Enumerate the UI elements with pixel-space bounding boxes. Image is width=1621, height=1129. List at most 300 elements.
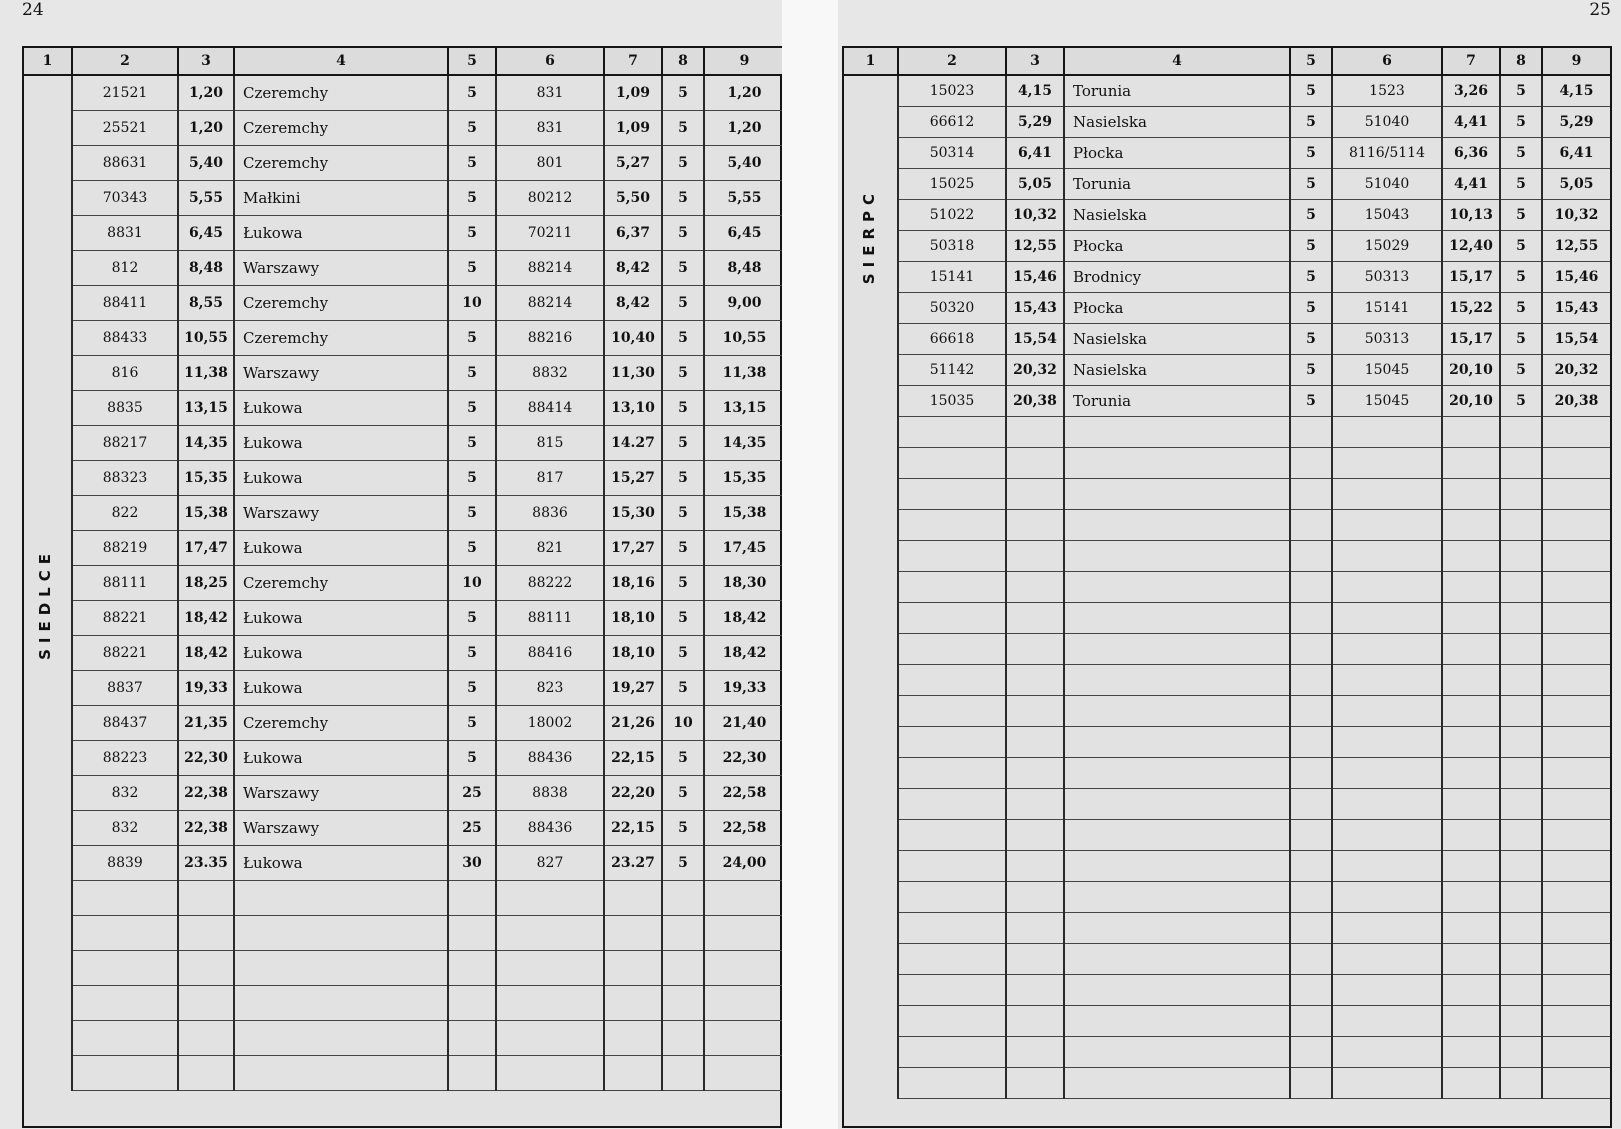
cell-col-4	[1064, 448, 1290, 479]
table-row	[24, 951, 784, 986]
cell-col-6: 831	[496, 75, 604, 111]
cell-col-7: 4,41	[1442, 169, 1500, 200]
cell-col-8	[662, 1021, 704, 1056]
cell-col-3: 15,54	[1006, 324, 1064, 355]
table-row	[24, 251, 784, 286]
cell-col-2: 88631	[72, 146, 178, 181]
cell-col-4: Łukowa	[234, 426, 448, 461]
station-column-cell	[24, 1021, 72, 1056]
cell-col-9: 9,00	[704, 286, 784, 321]
cell-col-5: 10	[448, 566, 496, 601]
station-column-cell	[844, 572, 898, 603]
station-column-cell	[24, 111, 72, 146]
cell-col-3	[178, 951, 234, 986]
cell-col-7: 22,15	[604, 741, 662, 776]
station-column-cell	[24, 75, 72, 111]
cell-col-9: 22,58	[704, 811, 784, 846]
cell-col-3	[1006, 417, 1064, 448]
cell-col-9: 4,15	[1542, 75, 1610, 107]
cell-col-8: 5	[662, 75, 704, 111]
cell-col-6	[1332, 448, 1442, 479]
cell-col-9: 6,41	[1542, 138, 1610, 169]
cell-col-5	[1290, 913, 1332, 944]
header-row	[24, 48, 784, 75]
cell-col-7: 15,22	[1442, 293, 1500, 324]
cell-col-6	[496, 916, 604, 951]
cell-col-5	[1290, 758, 1332, 789]
station-column-cell	[24, 461, 72, 496]
cell-col-5: 5	[1290, 107, 1332, 138]
cell-col-2	[898, 727, 1006, 758]
cell-col-5	[1290, 603, 1332, 634]
cell-col-5	[1290, 944, 1332, 975]
table-row	[24, 741, 784, 776]
cell-col-9: 11,38	[704, 356, 784, 391]
cell-col-9: 12,55	[1542, 231, 1610, 262]
cell-col-9: 15,46	[1542, 262, 1610, 293]
cell-col-2: 88219	[72, 531, 178, 566]
cell-col-4	[1064, 789, 1290, 820]
cell-col-3	[1006, 1037, 1064, 1068]
cell-col-2	[898, 572, 1006, 603]
cell-col-5: 5	[448, 426, 496, 461]
table-row	[844, 820, 1610, 851]
station-column-cell	[844, 107, 898, 138]
table-row	[844, 851, 1610, 882]
cell-col-4: Warszawy	[234, 496, 448, 531]
cell-col-6: 831	[496, 111, 604, 146]
cell-col-4: Płocka	[1064, 293, 1290, 324]
cell-col-5	[1290, 665, 1332, 696]
cell-col-4: Nasielska	[1064, 200, 1290, 231]
cell-col-5: 5	[448, 531, 496, 566]
cell-col-3	[1006, 1068, 1064, 1099]
cell-col-7	[1442, 541, 1500, 572]
cell-col-4: Torunia	[1064, 75, 1290, 107]
cell-col-8	[1500, 820, 1542, 851]
cell-col-4	[1064, 727, 1290, 758]
cell-col-6: 827	[496, 846, 604, 881]
cell-col-2: 8839	[72, 846, 178, 881]
cell-col-3: 18,42	[178, 601, 234, 636]
cell-col-9	[1542, 665, 1610, 696]
cell-col-9	[1542, 758, 1610, 789]
cell-col-9	[704, 881, 784, 916]
cell-col-8: 5	[662, 251, 704, 286]
cell-col-3: 6,45	[178, 216, 234, 251]
cell-col-4: Torunia	[1064, 169, 1290, 200]
station-column-cell	[24, 706, 72, 741]
cell-col-4: Nasielska	[1064, 324, 1290, 355]
table-row	[24, 706, 784, 741]
station-column-cell	[844, 882, 898, 913]
cell-col-2: 816	[72, 356, 178, 391]
cell-col-9	[1542, 1037, 1610, 1068]
cell-col-8: 5	[662, 286, 704, 321]
cell-col-5	[1290, 572, 1332, 603]
cell-col-7: 20,10	[1442, 386, 1500, 417]
station-column-cell	[844, 510, 898, 541]
cell-col-5: 5	[1290, 262, 1332, 293]
cell-col-6: 70211	[496, 216, 604, 251]
cell-col-2: 88223	[72, 741, 178, 776]
cell-col-2	[898, 1068, 1006, 1099]
cell-col-6	[1332, 634, 1442, 665]
cell-col-4	[1064, 882, 1290, 913]
cell-col-6: 8836	[496, 496, 604, 531]
cell-col-2: 15023	[898, 75, 1006, 107]
cell-col-6	[496, 986, 604, 1021]
cell-col-3	[178, 881, 234, 916]
cell-col-4: Nasielska	[1064, 355, 1290, 386]
cell-col-9	[1542, 448, 1610, 479]
cell-col-7: 15,30	[604, 496, 662, 531]
cell-col-4: Czeremchy	[234, 566, 448, 601]
cell-col-8: 5	[662, 671, 704, 706]
table-row	[844, 169, 1610, 200]
cell-col-7: 1,09	[604, 111, 662, 146]
cell-col-3	[1006, 665, 1064, 696]
cell-col-3: 1,20	[178, 111, 234, 146]
cell-col-4: Łukowa	[234, 636, 448, 671]
cell-col-6	[496, 881, 604, 916]
station-column-cell	[24, 1056, 72, 1091]
cell-col-7	[604, 986, 662, 1021]
cell-col-8: 5	[1500, 138, 1542, 169]
cell-col-2: 8835	[72, 391, 178, 426]
cell-col-7	[1442, 1068, 1500, 1099]
cell-col-3	[1006, 696, 1064, 727]
cell-col-4: Warszawy	[234, 356, 448, 391]
cell-col-4	[1064, 758, 1290, 789]
column-header-7: 7	[604, 48, 662, 75]
cell-col-4	[1064, 541, 1290, 572]
cell-col-9	[704, 1056, 784, 1091]
cell-col-7: 18,10	[604, 601, 662, 636]
table-row	[24, 496, 784, 531]
cell-col-5	[1290, 727, 1332, 758]
cell-col-5	[448, 916, 496, 951]
cell-col-4	[234, 1021, 448, 1056]
cell-col-9: 22,58	[704, 776, 784, 811]
cell-col-5: 10	[448, 286, 496, 321]
cell-col-5: 5	[448, 706, 496, 741]
cell-col-5: 5	[448, 741, 496, 776]
cell-col-5: 25	[448, 776, 496, 811]
cell-col-6	[1332, 1006, 1442, 1037]
cell-col-9: 13,15	[704, 391, 784, 426]
station-label-wrap-left	[24, 548, 66, 664]
column-header-2: 2	[898, 48, 1006, 75]
cell-col-3	[178, 1021, 234, 1056]
cell-col-3	[1006, 851, 1064, 882]
cell-col-6: 50313	[1332, 262, 1442, 293]
cell-col-2	[898, 541, 1006, 572]
cell-col-4: Płocka	[1064, 231, 1290, 262]
cell-col-6	[1332, 696, 1442, 727]
cell-col-9: 1,20	[704, 75, 784, 111]
cell-col-8	[1500, 665, 1542, 696]
cell-col-6	[1332, 1068, 1442, 1099]
cell-col-2	[72, 881, 178, 916]
cell-col-7: 23.27	[604, 846, 662, 881]
column-header-6: 6	[1332, 48, 1442, 75]
column-header-1: 1	[24, 48, 72, 75]
table-row	[844, 1006, 1610, 1037]
cell-col-7: 19,27	[604, 671, 662, 706]
cell-col-8	[1500, 789, 1542, 820]
cell-col-6: 51040	[1332, 107, 1442, 138]
cell-col-9: 15,43	[1542, 293, 1610, 324]
cell-col-5: 5	[448, 216, 496, 251]
cell-col-6: 50313	[1332, 324, 1442, 355]
cell-col-9	[1542, 634, 1610, 665]
station-column-cell	[844, 603, 898, 634]
cell-col-7: 15,17	[1442, 262, 1500, 293]
cell-col-4	[1064, 603, 1290, 634]
cell-col-5: 5	[448, 146, 496, 181]
cell-col-2: 88433	[72, 321, 178, 356]
station-name-left: SIEDLCE	[36, 548, 54, 660]
cell-col-3: 13,15	[178, 391, 234, 426]
cell-col-4: Łukowa	[234, 741, 448, 776]
cell-col-7	[604, 1021, 662, 1056]
cell-col-5	[1290, 1006, 1332, 1037]
cell-col-2: 25521	[72, 111, 178, 146]
table-row	[844, 107, 1610, 138]
cell-col-6	[1332, 758, 1442, 789]
cell-col-3: 5,55	[178, 181, 234, 216]
cell-col-9	[1542, 479, 1610, 510]
cell-col-3: 15,35	[178, 461, 234, 496]
cell-col-9	[1542, 882, 1610, 913]
cell-col-8: 5	[662, 566, 704, 601]
cell-col-8	[1500, 975, 1542, 1006]
cell-col-2	[898, 665, 1006, 696]
cell-col-4: Czeremchy	[234, 146, 448, 181]
cell-col-8: 5	[662, 741, 704, 776]
cell-col-5: 5	[448, 75, 496, 111]
cell-col-7: 3,26	[1442, 75, 1500, 107]
cell-col-8	[662, 916, 704, 951]
table-row	[24, 531, 784, 566]
cell-col-6: 15045	[1332, 355, 1442, 386]
station-column-cell	[844, 324, 898, 355]
cell-col-4: Warszawy	[234, 251, 448, 286]
cell-col-9	[1542, 1006, 1610, 1037]
cell-col-8: 5	[1500, 324, 1542, 355]
cell-col-6: 88214	[496, 251, 604, 286]
table-row	[24, 776, 784, 811]
cell-col-3: 15,38	[178, 496, 234, 531]
cell-col-7	[1442, 417, 1500, 448]
cell-col-3: 22,30	[178, 741, 234, 776]
cell-col-2: 15025	[898, 169, 1006, 200]
cell-col-3: 15,43	[1006, 293, 1064, 324]
station-column-cell	[24, 916, 72, 951]
cell-col-3: 17,47	[178, 531, 234, 566]
column-header-2: 2	[72, 48, 178, 75]
page-number-right: 25	[1589, 0, 1611, 20]
cell-col-9	[1542, 727, 1610, 758]
table-row	[844, 200, 1610, 231]
cell-col-5: 5	[1290, 231, 1332, 262]
table-row	[24, 846, 784, 881]
station-column-cell	[24, 216, 72, 251]
station-column-cell	[844, 665, 898, 696]
cell-col-3	[1006, 820, 1064, 851]
cell-col-2	[898, 510, 1006, 541]
station-column-cell	[24, 321, 72, 356]
cell-col-5: 5	[1290, 293, 1332, 324]
cell-col-3: 22,38	[178, 776, 234, 811]
cell-col-9	[1542, 820, 1610, 851]
cell-col-2	[72, 1056, 178, 1091]
cell-col-2: 88221	[72, 636, 178, 671]
cell-col-3: 5,05	[1006, 169, 1064, 200]
cell-col-4	[234, 951, 448, 986]
cell-col-3	[1006, 603, 1064, 634]
cell-col-9	[1542, 572, 1610, 603]
cell-col-3: 6,41	[1006, 138, 1064, 169]
cell-col-7	[1442, 727, 1500, 758]
cell-col-8: 5	[662, 846, 704, 881]
table-row	[24, 146, 784, 181]
cell-col-7: 13,10	[604, 391, 662, 426]
cell-col-5	[1290, 479, 1332, 510]
cell-col-5	[448, 1056, 496, 1091]
cell-col-2: 832	[72, 811, 178, 846]
cell-col-3	[178, 916, 234, 951]
cell-col-9	[704, 916, 784, 951]
station-column-cell	[844, 820, 898, 851]
cell-col-5: 5	[1290, 200, 1332, 231]
cell-col-8	[1500, 851, 1542, 882]
cell-col-8	[1500, 572, 1542, 603]
cell-col-4	[1064, 975, 1290, 1006]
table-row	[844, 355, 1610, 386]
cell-col-9: 1,20	[704, 111, 784, 146]
cell-col-5: 5	[448, 671, 496, 706]
cell-col-3	[1006, 634, 1064, 665]
cell-col-2: 66618	[898, 324, 1006, 355]
table-row	[844, 541, 1610, 572]
cell-col-9: 20,38	[1542, 386, 1610, 417]
table-row	[844, 448, 1610, 479]
cell-col-7: 22,15	[604, 811, 662, 846]
cell-col-5: 5	[1290, 138, 1332, 169]
table-row	[24, 391, 784, 426]
cell-col-5: 5	[1290, 75, 1332, 107]
cell-col-3	[1006, 975, 1064, 1006]
cell-col-6	[1332, 665, 1442, 696]
cell-col-9: 10,32	[1542, 200, 1610, 231]
cell-col-3: 20,38	[1006, 386, 1064, 417]
cell-col-2	[898, 975, 1006, 1006]
station-column-cell	[24, 426, 72, 461]
cell-col-6: 815	[496, 426, 604, 461]
cell-col-4: Płocka	[1064, 138, 1290, 169]
cell-col-7	[1442, 851, 1500, 882]
cell-col-5	[1290, 541, 1332, 572]
table-row	[844, 138, 1610, 169]
cell-col-3	[1006, 913, 1064, 944]
cell-col-6	[1332, 417, 1442, 448]
cell-col-8: 5	[1500, 386, 1542, 417]
cell-col-5: 5	[448, 111, 496, 146]
cell-col-4: Brodnicy	[1064, 262, 1290, 293]
cell-col-7	[604, 916, 662, 951]
cell-col-8	[1500, 1006, 1542, 1037]
cell-col-5: 5	[1290, 355, 1332, 386]
table-row	[24, 811, 784, 846]
column-header-8: 8	[1500, 48, 1542, 75]
cell-col-8: 5	[662, 356, 704, 391]
timetable-right	[844, 48, 1610, 1099]
table-row	[844, 665, 1610, 696]
table-row	[844, 231, 1610, 262]
cell-col-7	[1442, 758, 1500, 789]
cell-col-3: 5,29	[1006, 107, 1064, 138]
cell-col-8: 5	[662, 426, 704, 461]
station-column-cell	[24, 671, 72, 706]
cell-col-5: 25	[448, 811, 496, 846]
timetable-frame-left	[22, 46, 782, 1128]
cell-col-9: 21,40	[704, 706, 784, 741]
cell-col-2	[898, 417, 1006, 448]
cell-col-9: 5,55	[704, 181, 784, 216]
column-header-3: 3	[178, 48, 234, 75]
cell-col-2: 8837	[72, 671, 178, 706]
cell-col-4: Torunia	[1064, 386, 1290, 417]
cell-col-7	[1442, 510, 1500, 541]
timetable-body-left	[24, 75, 784, 1091]
cell-col-8: 10	[662, 706, 704, 741]
cell-col-5	[1290, 882, 1332, 913]
cell-col-2: 822	[72, 496, 178, 531]
station-column-cell	[24, 356, 72, 391]
book-gutter	[782, 0, 838, 1129]
cell-col-3	[1006, 572, 1064, 603]
station-column-cell	[24, 146, 72, 181]
cell-col-7: 18,10	[604, 636, 662, 671]
cell-col-7	[604, 881, 662, 916]
cell-col-7: 15,27	[604, 461, 662, 496]
table-row	[24, 881, 784, 916]
cell-col-2	[898, 851, 1006, 882]
cell-col-6	[1332, 510, 1442, 541]
cell-col-4	[1064, 572, 1290, 603]
cell-col-4	[1064, 913, 1290, 944]
cell-col-4	[1064, 851, 1290, 882]
cell-col-5	[1290, 851, 1332, 882]
cell-col-3: 5,40	[178, 146, 234, 181]
cell-col-5: 5	[448, 461, 496, 496]
cell-col-8: 5	[662, 496, 704, 531]
cell-col-5: 5	[448, 251, 496, 286]
table-row	[844, 75, 1610, 107]
cell-col-7	[1442, 1006, 1500, 1037]
station-column-cell	[844, 541, 898, 572]
cell-col-6: 15029	[1332, 231, 1442, 262]
cell-col-6	[1332, 913, 1442, 944]
cell-col-7: 10,13	[1442, 200, 1500, 231]
cell-col-6	[1332, 572, 1442, 603]
timetable-body-right	[844, 75, 1610, 1099]
table-row	[24, 181, 784, 216]
station-column-cell	[844, 789, 898, 820]
cell-col-6: 8838	[496, 776, 604, 811]
